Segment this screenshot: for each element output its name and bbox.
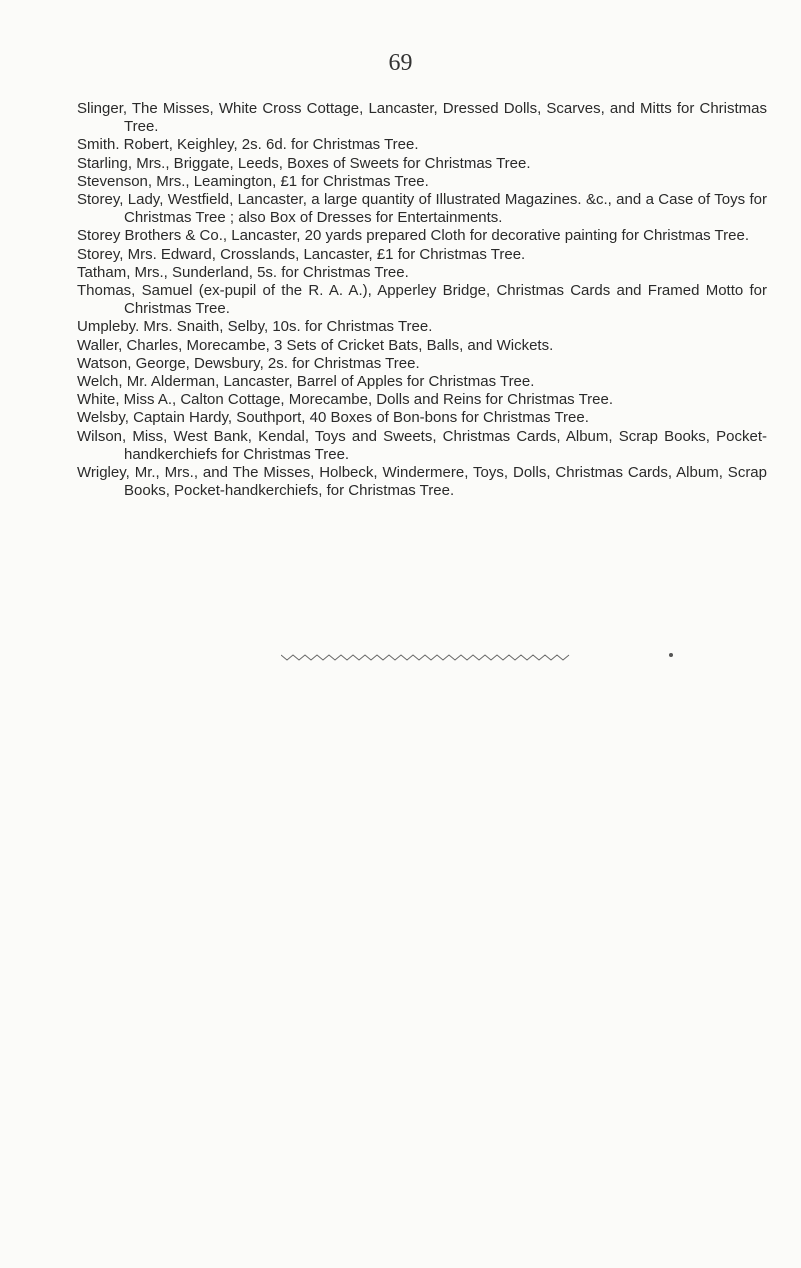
list-item: Wrigley, Mr., Mrs., and The Misses, Holbeck, Windermere, Toys, Dolls, Christmas Cards, Album, Scrap Books, Pocket-handkerchiefs, for Christmas Tree.: [77, 464, 767, 500]
list-item: Welch, Mr. Alderman, Lancaster, Barrel of Apples for Christmas Tree.: [77, 373, 535, 391]
ink-dot: [669, 653, 673, 657]
page-number: 69: [388, 50, 413, 76]
list-item: White, Miss A., Calton Cottage, Morecambe, Dolls and Reins for Christmas Tree.: [77, 391, 614, 409]
list-item: Smith. Robert, Keighley, 2s. 6d. for Christmas Tree.: [77, 136, 419, 154]
list-item: Tatham, Mrs., Sunderland, 5s. for Christmas Tree.: [77, 263, 409, 281]
list-item: Thomas, Samuel (ex-pupil of the R. A. A.), Apperley Bridge, Christmas Cards and Framed Motto for Christmas Tree.: [77, 282, 767, 318]
decorative-rule: [281, 652, 571, 662]
list-item: Storey Brothers & Co., Lancaster, 20 yards prepared Cloth for decorative painting for Christmas Tree.: [77, 227, 749, 245]
list-item: Slinger, The Misses, White Cross Cottage, Lancaster, Dressed Dolls, Scarves, and Mitts for Christmas Tree.: [77, 100, 767, 136]
list-item: Storey, Lady, Westfield, Lancaster, a large quantity of Illustrated Magazines. &c., and a Case of Toys for Christmas Tree ; also Box of Dresses for Entertainments.: [77, 191, 767, 227]
list-item: Waller, Charles, Morecambe, 3 Sets of Cricket Bats, Balls, and Wickets.: [77, 336, 554, 354]
list-item: Welsby, Captain Hardy, Southport, 40 Boxes of Bon-bons for Christmas Tree.: [77, 409, 589, 427]
list-item: Watson, George, Dewsbury, 2s. for Christmas Tree.: [77, 354, 420, 372]
list-item: Stevenson, Mrs., Leamington, £1 for Christmas Tree.: [77, 172, 429, 190]
list-item: Storey, Mrs. Edward, Crosslands, Lancaster, £1 for Christmas Tree.: [77, 245, 526, 263]
list-item: Starling, Mrs., Briggate, Leeds, Boxes of Sweets for Christmas Tree.: [77, 154, 531, 172]
list-item: Wilson, Miss, West Bank, Kendal, Toys and Sweets, Christmas Cards, Album, Scrap Books, Pocket-handkerchiefs for Christmas Tree.: [77, 427, 767, 463]
list-item: Umpleby. Mrs. Snaith, Selby, 10s. for Christmas Tree.: [77, 318, 433, 336]
donor-list: [77, 100, 767, 500]
